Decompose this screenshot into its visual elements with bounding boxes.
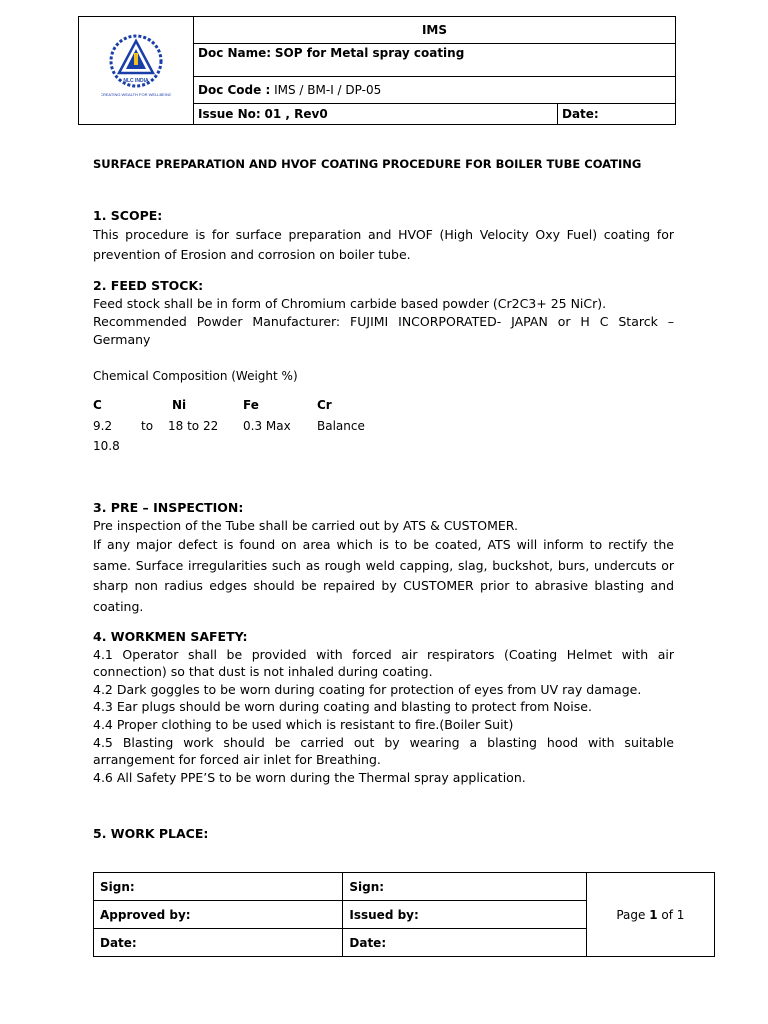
feed-stock-line2: Recommended Powder Manufacturer: FUJIMI INCORPORATED- JAPAN or H C Starck – Germany (93, 314, 674, 347)
issue-number: 01 , Rev0 (264, 107, 328, 121)
signature-table (93, 872, 715, 957)
footer-date-label-2: Date: (343, 929, 586, 957)
composition-value-to: to (141, 419, 154, 433)
page-number: Page 1 of 1 (586, 873, 714, 957)
safety-item: 4.2 Dark goggles to be worn during coating for protection of eyes from UV ray damage. (93, 681, 642, 697)
issued-by-label: Issued by: (343, 901, 586, 929)
scope-section (93, 207, 674, 265)
workmen-safety-section (93, 628, 674, 786)
composition-header-cr: Cr (317, 398, 332, 412)
safety-item: 4.1 Operator shall be provided with forced air respirators (Coating Helmet with air connection) so that dust is not inhaled during coating. (93, 646, 674, 680)
composition-header-fe: Fe (243, 398, 259, 412)
composition-value-ni: 18 to 22 (168, 419, 219, 433)
doc-name: SOP for Metal spray coating (274, 46, 465, 60)
doc-code: IMS / BM-I / DP-05 (274, 83, 382, 97)
sign-label-1: Sign: (94, 873, 343, 901)
document-header (78, 16, 676, 125)
composition-value-fe: 0.3 Max (243, 419, 291, 433)
pre-inspection-line1: Pre inspection of the Tube shall be carried out by ATS & CUSTOMER. (93, 518, 518, 533)
sign-label-2: Sign: (343, 873, 586, 901)
work-place-heading: 5. WORK PLACE: (93, 826, 209, 841)
workmen-safety-heading: 4. WORKMEN SAFETY: (93, 629, 248, 644)
header-date-label: Date: (558, 104, 676, 125)
safety-item: 4.4 Proper clothing to be used which is resistant to fire.(Boiler Suit) (93, 716, 514, 732)
company-logo-cell (79, 17, 194, 125)
ims-label: IMS (194, 17, 676, 44)
scope-heading: 1. SCOPE: (93, 208, 163, 223)
composition-value-c-upper: 10.8 (93, 439, 120, 453)
pre-inspection-line2: If any major defect is found on area which is to be coated, ATS will inform to rectify the same. Surface irregularities such as rough weld capping, slag, buckshot, burs, undercuts or sharp non radius edges should be repaired by CUSTOMER prior to abrasive blasting and coating. (93, 537, 674, 614)
svg-text:CREATING WEALTH FOR WELLBEING: CREATING WEALTH FOR WELLBEING (101, 92, 171, 97)
composition-value-c: 9.2 (93, 419, 113, 433)
scope-text: This procedure is for surface preparation and HVOF (High Velocity Oxy Fuel) coating for prevention of Erosion and corrosion on boiler tube. (93, 227, 674, 262)
pre-inspection-section (93, 499, 674, 617)
feed-stock-line1: Feed stock shall be in form of Chromium carbide based powder (Cr2C3+ 25 NiCr). (93, 296, 607, 311)
pre-inspection-heading: 3. PRE – INSPECTION: (93, 500, 244, 515)
nlc-india-logo-icon (101, 31, 171, 107)
safety-item: 4.3 Ear plugs should be worn during coating and blasting to protect from Noise. (93, 699, 592, 715)
doc-code-row: Doc Code : IMS / BM-I / DP-05 (194, 77, 676, 104)
composition-value-cr: Balance (317, 419, 365, 433)
document-title: SURFACE PREPARATION AND HVOF COATING PROCEDURE FOR BOILER TUBE COATING (93, 157, 642, 171)
footer-date-label-1: Date: (94, 929, 343, 957)
composition-header-c: C (93, 398, 102, 412)
safety-item: 4.6 All Safety PPE’S to be worn during the Thermal spray application. (93, 769, 526, 785)
svg-text:NLC INDIA: NLC INDIA (123, 78, 149, 84)
issue-row: Issue No: 01 , Rev0 (194, 104, 558, 125)
feed-stock-heading: 2. FEED STOCK: (93, 278, 204, 293)
feed-stock-section (93, 277, 674, 349)
safety-item: 4.5 Blasting work should be carried out by wearing a blasting hood with suitable arrangement for forced air inlet for Breathing. (93, 734, 674, 768)
doc-name-row: Doc Name: SOP for Metal spray coating (194, 44, 676, 77)
composition-header-ni: Ni (172, 398, 187, 412)
approved-by-label: Approved by: (94, 901, 343, 929)
composition-title: Chemical Composition (Weight %) (93, 369, 298, 383)
